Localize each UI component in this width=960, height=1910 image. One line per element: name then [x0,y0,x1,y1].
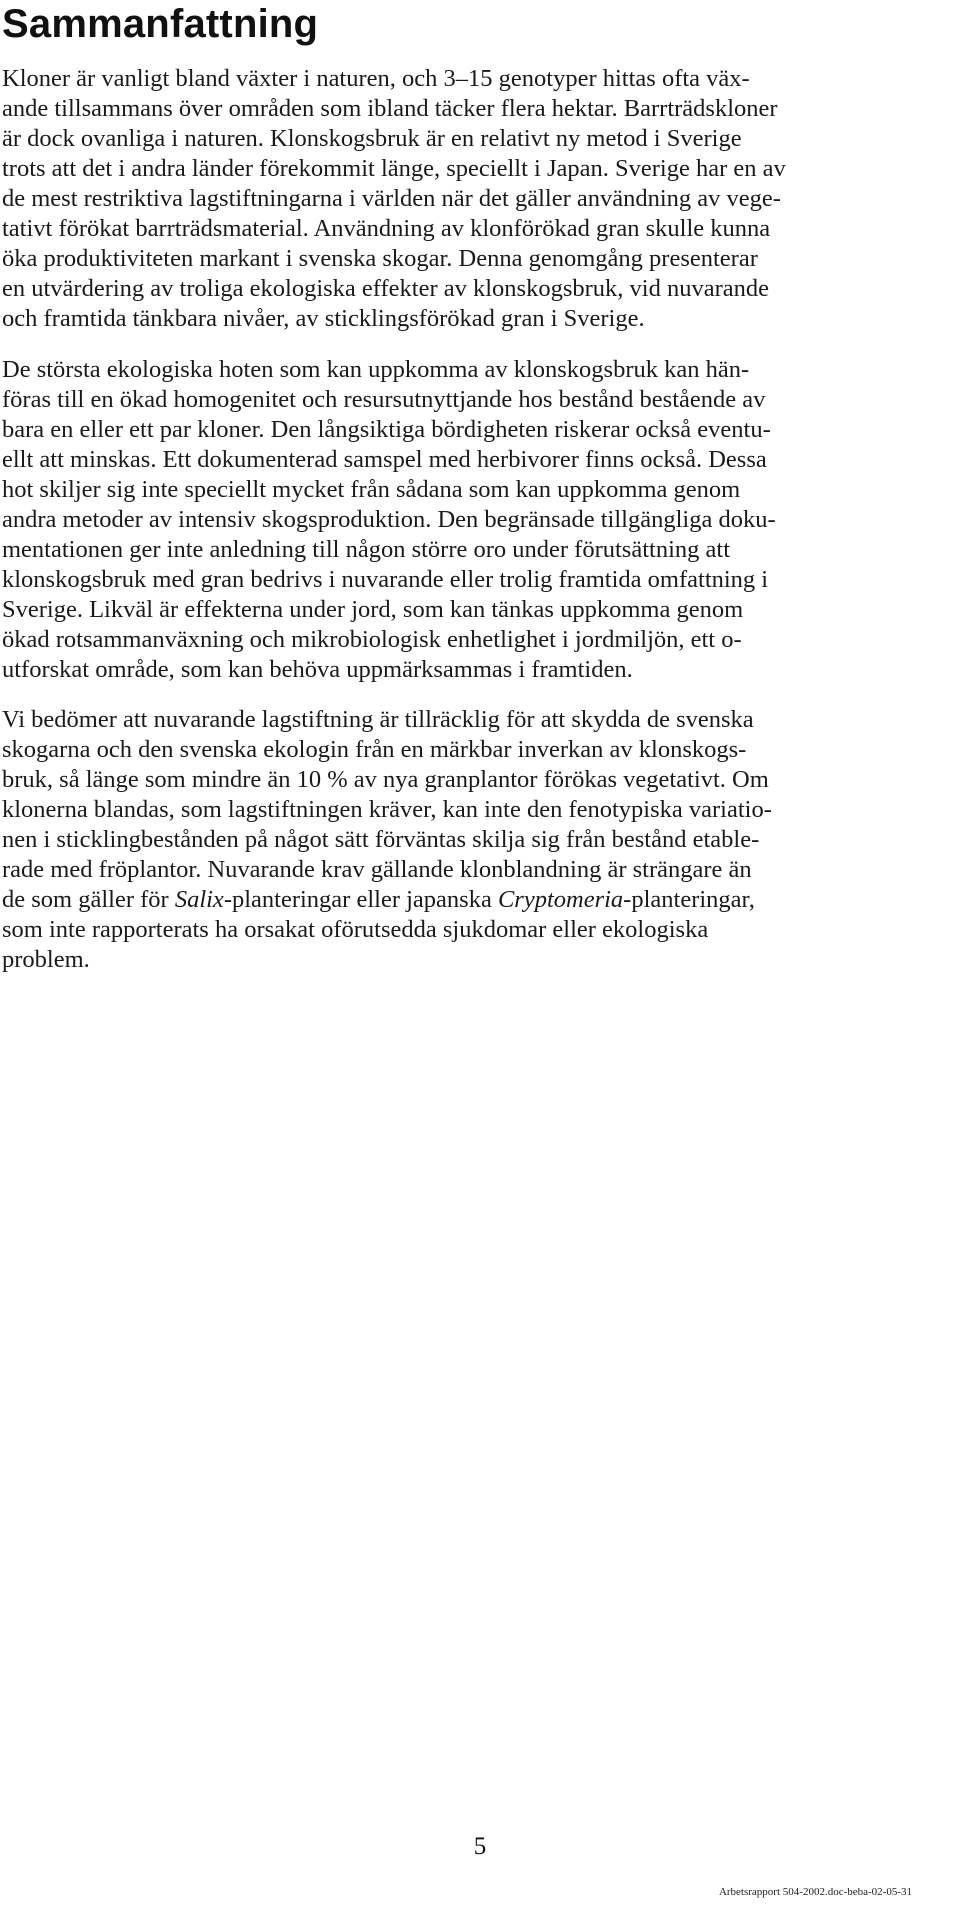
text-line: bara en eller ett par kloner. Den långsiktiga bördigheten riskerar också eventu- [2,416,771,443]
text-line: en utvärdering av troliga ekologiska effekter av klonskogsbruk, vid nuvarande [2,275,769,302]
page-number: 5 [473,1833,487,1860]
species-name-salix: Salix [174,886,224,913]
text-line: skogarna och den svenska ekologin från en märkbar inverkan av klonskogs- [2,736,747,763]
text-line: är dock ovanliga i naturen. Klonskogsbruk är en relativt ny metod i Sverige [2,125,742,152]
summary-body [2,64,920,995]
text-line: öka produktiviteten markant i svenska skogar. Denna genomgång presenterar [2,245,758,272]
text-line: utforskat område, som kan behöva uppmärksammas i framtiden. [2,656,633,683]
text-line: ellt att minskas. Ett dokumenterad samspel med herbivorer finns också. Dessa [2,446,767,473]
text-line: mentationen ger inte anledning till någon större oro under förutsättning att [2,536,731,563]
text-line: Vi bedömer att nuvarande lagstiftning är tillräcklig för att skydda de svenska [2,706,754,733]
text-line: Sverige. Likväl är effekterna under jord, som kan tänkas uppkomma genom [2,596,744,623]
text-line: bruk, så länge som mindre än 10 % av nya granplantor förökas vegetativt. Om [2,766,769,793]
text-line: klonskogsbruk med gran bedrivs i nuvarande eller trolig framtida omfattning i [2,566,769,593]
species-name-cryptomeria: Cryptomeria [497,886,624,913]
page-title: Sammanfattning [2,2,319,46]
text-line: De största ekologiska hoten som kan uppkomma av klonskogsbruk kan hän- [2,356,750,383]
text-line: de mest restriktiva lagstiftningarna i världen när det gäller användning av vege- [2,185,781,212]
text-fragment: -planteringar, [623,886,755,913]
text-line: ande tillsammans över områden som ibland täcker flera hektar. Barrträdskloner [2,95,778,122]
text-line: andra metoder av intensiv skogsproduktion. Den begränsade tillgängliga doku- [2,506,776,533]
text-line-mixed [2,885,920,915]
paragraph-2 [2,355,920,685]
text-fragment: de som gäller för [2,886,175,913]
text-line: föras till en ökad homogenitet och resursutnyttjande hos bestånd bestående av [2,386,766,413]
paragraph-3 [2,705,920,975]
text-line: nen i sticklingbestånden på något sätt förväntas skilja sig från bestånd etable- [2,826,760,853]
text-line: hot skiljer sig inte speciellt mycket från sådana som kan uppkomma genom [2,476,741,503]
text-line: Kloner är vanligt bland växter i naturen, och 3–15 genotyper hittas ofta väx- [2,65,750,92]
text-line: problem. [2,946,90,973]
text-line: och framtida tänkbara nivåer, av sticklingsförökad gran i Sverige. [2,305,645,332]
text-fragment: -planteringar eller japanska [223,886,498,913]
text-line: som inte rapporterats ha orsakat oförutsedda sjukdomar eller ekologiska [2,916,709,943]
text-line: ökad rotsammanväxning och mikrobiologisk enhetlighet i jordmiljön, ett o- [2,626,742,653]
text-line: rade med fröplantor. Nuvarande krav gällande klonblandning är strängare än [2,856,752,883]
text-line: klonerna blandas, som lagstiftningen kräver, kan inte den fenotypiska variatio- [2,796,772,823]
paragraph-1 [2,64,920,334]
footer-reference: Arbetsrapport 504-2002.doc-beba-02-05-31 [718,1886,912,1898]
text-line: tativt förökat barrträdsmaterial. Användning av klonförökad gran skulle kunna [2,215,771,242]
text-line: trots att det i andra länder förekommit länge, speciellt i Japan. Sverige har en av [2,155,786,182]
